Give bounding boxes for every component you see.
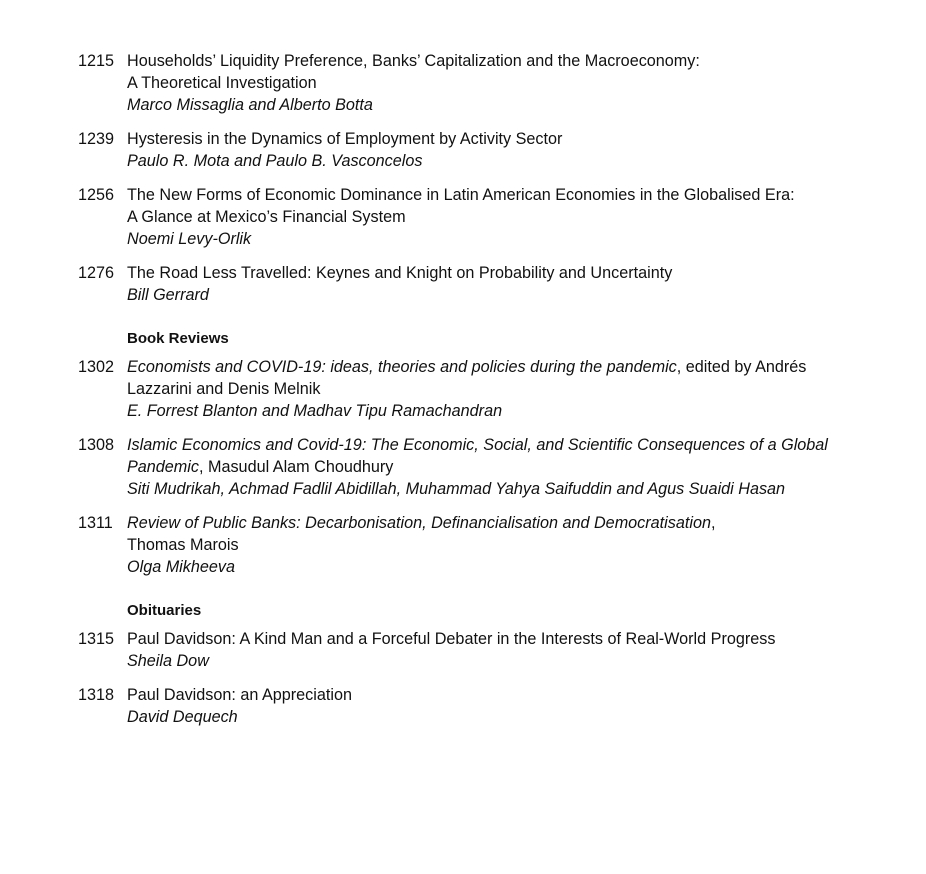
- review-title-line: Lazzarini and Denis Melnik: [127, 380, 321, 398]
- review-title-line: [127, 512, 898, 534]
- review-title-line: [127, 356, 898, 378]
- section-heading-obituaries: Obituaries: [127, 602, 202, 619]
- toc-entry-article: [78, 262, 898, 306]
- table-of-contents: [78, 50, 898, 740]
- article-title-line: The Road Less Travelled: Keynes and Knight on Probability and Uncertainty: [127, 264, 673, 282]
- toc-entry-book-review: [78, 512, 898, 578]
- section-heading-book-reviews: Book Reviews: [127, 330, 229, 347]
- article-authors: Paulo R. Mota and Paulo B. Vasconcelos: [127, 152, 423, 170]
- toc-entry-article: [78, 50, 898, 116]
- review-book-title: Review of Public Banks: Decarbonisation, Definancialisation and Democratisation: [127, 514, 711, 532]
- review-authors: Olga Mikheeva: [127, 558, 235, 576]
- page-number: 1315: [78, 630, 115, 648]
- toc-entry-article: [78, 184, 898, 250]
- page-number: 1302: [78, 358, 115, 376]
- page-number: 1256: [78, 186, 115, 204]
- review-book-author: Thomas Marois: [127, 536, 239, 554]
- toc-entry-obituary: [78, 628, 898, 672]
- article-title-line: Hysteresis in the Dynamics of Employment by Activity Sector: [127, 130, 563, 148]
- article-authors: Marco Missaglia and Alberto Botta: [127, 96, 373, 114]
- page-number: 1308: [78, 436, 115, 454]
- review-editor-text: , edited by Andrés: [676, 358, 807, 376]
- article-title-line: The New Forms of Economic Dominance in Latin American Economies in the Globalised Era:: [127, 186, 795, 204]
- review-authors: E. Forrest Blanton and Madhav Tipu Ramachandran: [127, 402, 503, 420]
- page-number: 1276: [78, 264, 115, 282]
- toc-entry-book-review: [78, 356, 898, 422]
- page-number: 1239: [78, 130, 115, 148]
- review-title-punct: ,: [710, 514, 716, 532]
- review-book-title: Economists and COVID-19: ideas, theories and policies during the pandemic: [127, 358, 677, 376]
- article-authors: Bill Gerrard: [127, 286, 209, 304]
- article-authors: Noemi Levy-Orlik: [127, 230, 252, 248]
- page-number: 1215: [78, 52, 115, 70]
- review-book-author: , Masudul Alam Choudhury: [198, 458, 394, 476]
- article-title-line: A Theoretical Investigation: [127, 74, 317, 92]
- article-title-line: A Glance at Mexico’s Financial System: [127, 208, 406, 226]
- article-title-line: Households’ Liquidity Preference, Banks’ Capitalization and the Macroeconomy:: [127, 52, 700, 70]
- toc-entry-article: [78, 128, 898, 172]
- review-book-title: Pandemic: [127, 458, 199, 476]
- toc-entry-book-review: [78, 434, 898, 500]
- review-authors: Siti Mudrikah, Achmad Fadlil Abidillah, Muhammad Yahya Saifuddin and Agus Suaidi Hasan: [127, 480, 786, 498]
- review-title-line: [127, 456, 898, 478]
- toc-entry-obituary: [78, 684, 898, 728]
- obituary-title: Paul Davidson: A Kind Man and a Forceful Debater in the Interests of Real-World Progress: [127, 630, 776, 648]
- obituary-title: Paul Davidson: an Appreciation: [127, 686, 352, 704]
- page-number: 1311: [78, 514, 113, 532]
- obituary-authors: David Dequech: [127, 708, 238, 726]
- review-book-title: Islamic Economics and Covid-19: The Economic, Social, and Scientific Consequences of a Global: [127, 436, 828, 454]
- page-number: 1318: [78, 686, 115, 704]
- obituary-authors: Sheila Dow: [127, 652, 209, 670]
